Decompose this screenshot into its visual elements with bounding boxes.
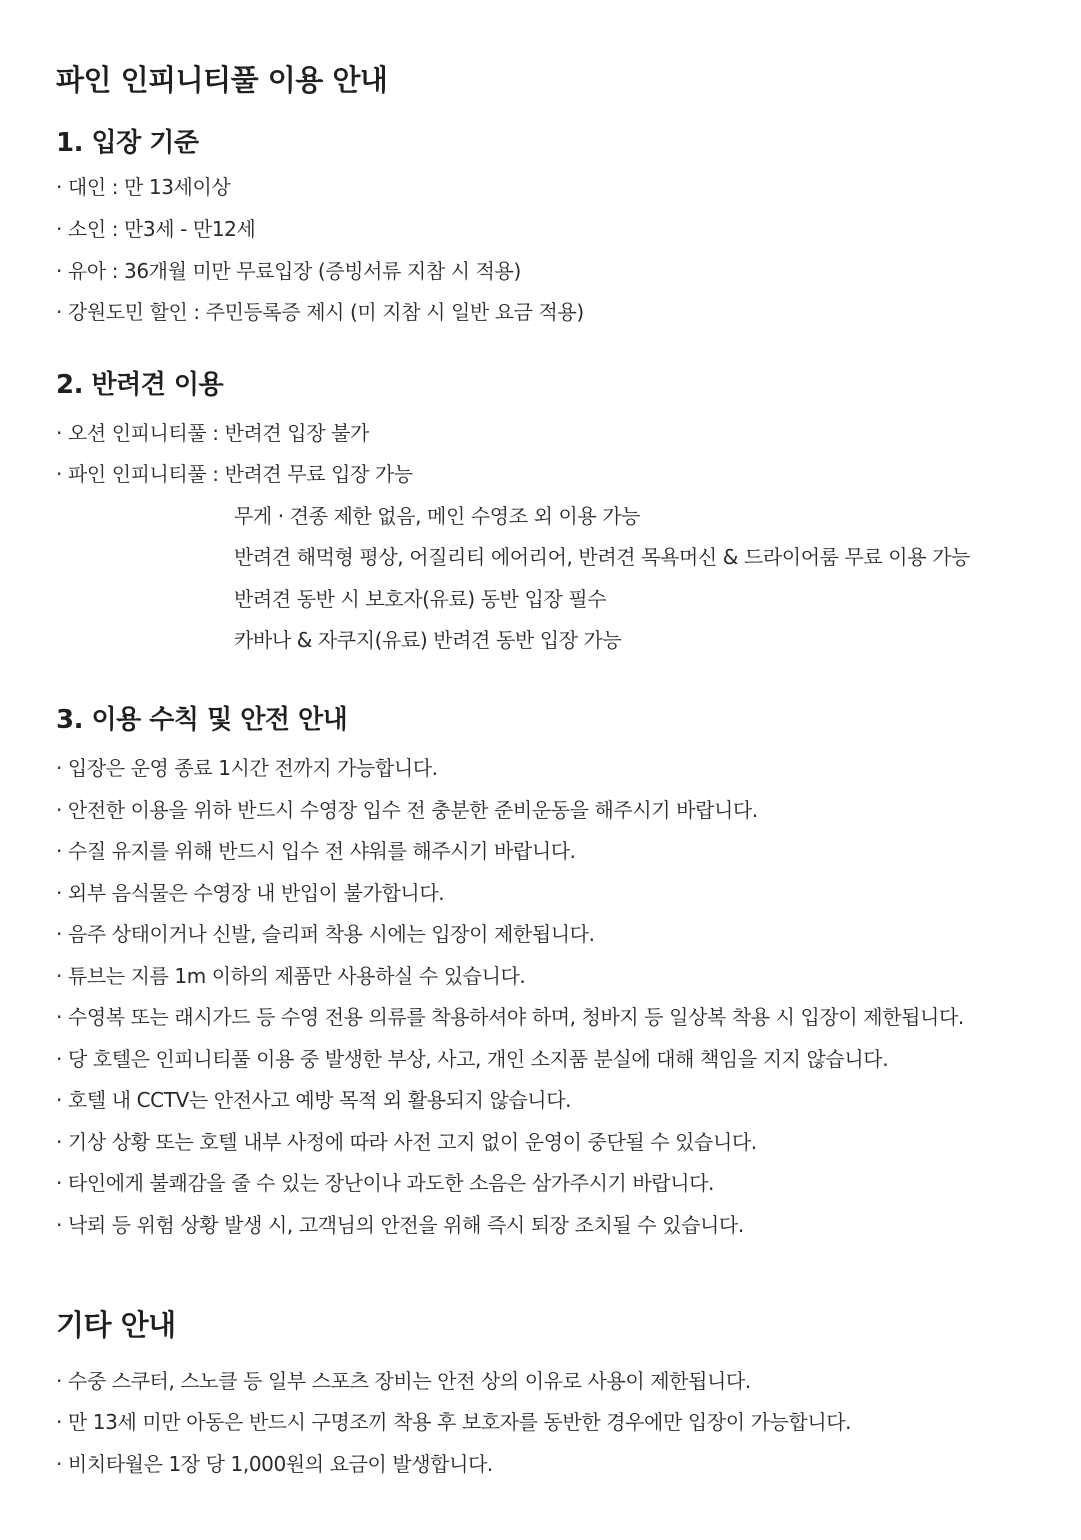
list-item: · 소인 : 만3세 - 만12세 <box>56 217 256 241</box>
section-heading-pets: 2. 반려견 이용 <box>56 370 224 400</box>
section-heading-rules-safety: 3. 이용 수칙 및 안전 안내 <box>56 705 348 735</box>
list-item: · 수영복 또는 래시가드 등 수영 전용 의류를 착용하셔야 하며, 청바지 등 일상복 착용 시 입장이 제한됩니다. <box>56 1005 964 1029</box>
list-item: · 당 호텔은 인피니티풀 이용 중 발생한 부상, 사고, 개인 소지품 분실에 대해 책임을 지지 않습니다. <box>56 1047 889 1071</box>
list-subitem: 카바나 & 자쿠지(유료) 반려견 동반 입장 가능 <box>234 628 622 652</box>
list-item: · 파인 인피니티풀 : 반려견 무료 입장 가능 <box>56 462 413 486</box>
list-item: · 유아 : 36개월 미만 무료입장 (증빙서류 지참 시 적용) <box>56 259 521 283</box>
list-item: · 기상 상황 또는 호텔 내부 사정에 따라 사전 고지 없이 운영이 중단될 수 있습니다. <box>56 1130 757 1154</box>
list-item: · 호텔 내 CCTV는 안전사고 예방 목적 외 활용되지 않습니다. <box>56 1088 572 1112</box>
section-heading-entry-criteria: 1. 입장 기준 <box>56 128 199 158</box>
list-item: · 비치타월은 1장 당 1,000원의 요금이 발생합니다. <box>56 1452 493 1476</box>
page-title: 파인 인피니티풀 이용 안내 <box>56 63 388 97</box>
list-item: · 수중 스쿠터, 스노클 등 일부 스포츠 장비는 안전 상의 이유로 사용이 제한됩니다. <box>56 1369 751 1393</box>
list-item: · 만 13세 미만 아동은 반드시 구명조끼 착용 후 보호자를 동반한 경우에만 입장이 가능합니다. <box>56 1410 852 1434</box>
list-subitem: 반려견 해먹형 평상, 어질리티 에어리어, 반려견 목욕머신 & 드라이어룸 무료 이용 가능 <box>234 545 970 569</box>
list-subitem: 무게 · 견종 제한 없음, 메인 수영조 외 이용 가능 <box>234 504 641 528</box>
list-item: · 수질 유지를 위해 반드시 입수 전 샤워를 해주시기 바랍니다. <box>56 839 576 863</box>
list-item: · 외부 음식물은 수영장 내 반입이 불가합니다. <box>56 881 445 905</box>
section-heading-other-info: 기타 안내 <box>56 1308 176 1342</box>
list-item: · 튜브는 지름 1m 이하의 제품만 사용하실 수 있습니다. <box>56 964 526 988</box>
list-item: · 낙뢰 등 위험 상황 발생 시, 고객님의 안전을 위해 즉시 퇴장 조치될 수 있습니다. <box>56 1213 744 1237</box>
list-item: · 대인 : 만 13세이상 <box>56 175 231 199</box>
list-item: · 안전한 이용을 위하 반드시 수영장 입수 전 충분한 준비운동을 해주시기 바랍니다. <box>56 798 758 822</box>
list-item: · 오션 인피니티풀 : 반려견 입장 불가 <box>56 421 369 445</box>
list-item: · 강원도민 할인 : 주민등록증 제시 (미 지참 시 일반 요금 적용) <box>56 300 584 324</box>
list-item: · 타인에게 불쾌감을 줄 수 있는 장난이나 과도한 소음은 삼가주시기 바랍니다. <box>56 1171 715 1195</box>
list-item: · 입장은 운영 종료 1시간 전까지 가능합니다. <box>56 756 438 780</box>
list-subitem: 반려견 동반 시 보호자(유료) 동반 입장 필수 <box>234 587 607 611</box>
list-item: · 음주 상태이거나 신발, 슬리퍼 착용 시에는 입장이 제한됩니다. <box>56 922 595 946</box>
